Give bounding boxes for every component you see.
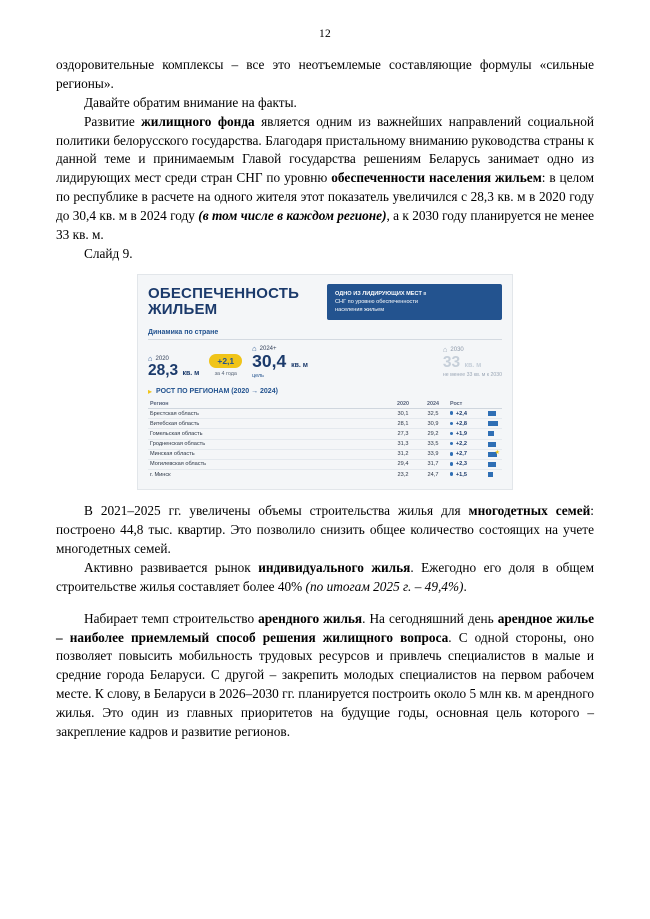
- paragraph-6-seg-e: .: [463, 578, 467, 594]
- slide-header: [148, 284, 502, 320]
- status-dot-icon: [450, 432, 453, 435]
- paragraph-2-text: Давайте обратим внимание на факты.: [84, 94, 297, 110]
- cell-2020: 30,1: [388, 408, 418, 418]
- cell-region: Гомельская область: [148, 429, 388, 439]
- table-row: [148, 449, 502, 459]
- cell-2020: 31,3: [388, 439, 418, 449]
- dynamics-row: [148, 345, 502, 379]
- metric-2030-note: не менее 33 кв. м к 2030: [442, 372, 502, 379]
- status-dot-icon: [450, 442, 453, 445]
- cell-bar: [486, 419, 502, 429]
- paragraph-7-seg-e: . С одной стороны, оно позволяет повысить мобильность трудовых ресурсов и привлечь специалистов в малые и средние города Беларуси. С другой – закрепить молодых специалистов на первом рабочем месте. К слову, в Беларуси в 2026–2030 гг. планируется построить около 5 млн кв. м арендного жилья. Это один из главных приоритетов на будущие годы, основная цель которого – закрепление кадров и развитие регионов.: [56, 629, 594, 739]
- metric-2020: [148, 355, 199, 379]
- cell-growth-value: +2,8: [455, 420, 467, 427]
- cell-growth: [448, 408, 486, 418]
- cell-growth: [448, 429, 486, 439]
- paragraph-6: [56, 559, 594, 597]
- table-header-row: [148, 400, 502, 409]
- cell-bar: [486, 449, 502, 459]
- chevron-right-icon: ▸: [148, 386, 153, 396]
- paragraph-6-italic-note: (по итогам 2025 г. – 49,4%): [305, 578, 464, 594]
- table-row: [148, 419, 502, 429]
- cell-2024: 31,7: [418, 459, 448, 469]
- paragraph-6-seg-a: Активно развивается рынок: [84, 559, 259, 575]
- cell-growth: [448, 439, 486, 449]
- cell-growth-value: +2,3: [455, 461, 467, 468]
- paragraph-7-bold-rental-housing: арендного жилья: [258, 610, 363, 626]
- cell-2020: 23,2: [397, 471, 409, 478]
- cell-growth: [448, 419, 486, 429]
- cell-bar: [486, 470, 502, 480]
- regions-table: [148, 400, 502, 479]
- paragraph-7-bold-statement: арендное жилье – наиболее приемлемый способ решения жилищного вопроса: [56, 610, 594, 645]
- paragraph-6-bold-individual-housing: индивидуального жилья: [258, 559, 411, 575]
- page-number: 12: [319, 28, 331, 40]
- cell-2024: 30,9: [418, 419, 448, 429]
- cell-2024: 33,5: [418, 439, 448, 449]
- metric-2020-year: [148, 355, 199, 363]
- cell-2024: 29,2: [418, 429, 448, 439]
- cell-bar: [486, 459, 502, 469]
- regions-section-title: РОСТ ПО РЕГИОНАМ (2020 → 2024): [156, 388, 278, 396]
- slide-caption-text: Слайд 9.: [84, 245, 133, 261]
- cell-2020: 27,3: [388, 429, 418, 439]
- cell-growth: [448, 449, 486, 459]
- status-dot-icon: [450, 422, 453, 425]
- cell-region: Брестская область: [148, 408, 388, 418]
- badge-seg-c: СНГ по уровню обеспеченности: [335, 298, 419, 305]
- bar-fill: [488, 462, 496, 467]
- metric-2024-goal-label: цель: [252, 372, 264, 379]
- metric-2024-number: 30,4: [252, 351, 287, 372]
- metric-2030-value: [443, 355, 502, 371]
- paragraph-3-italic-note: (в том числе в каждом регионе): [198, 208, 387, 223]
- column-header-bar: [486, 400, 502, 409]
- column-header-2024: 2024: [418, 400, 448, 409]
- delta-badge: +2,1: [209, 354, 242, 368]
- status-dot-icon: [450, 472, 453, 475]
- cell-region: Минская область: [148, 449, 388, 459]
- cell-growth-value: +2,4: [455, 410, 467, 417]
- cell-region: г. Минск: [150, 471, 171, 478]
- metric-2030-year-label: 2030: [450, 347, 464, 354]
- table-row: [148, 439, 502, 449]
- slide-9-housing-provision: [137, 274, 513, 491]
- bar-fill: [488, 472, 493, 477]
- dynamics-section-label: Динамика по стране: [148, 328, 219, 336]
- bar-fill: [488, 421, 498, 426]
- table-row: [148, 408, 502, 418]
- bar-fill: [488, 452, 497, 457]
- cell-region: Могилевская область: [148, 459, 388, 469]
- metric-2020-unit: кв. м: [182, 370, 200, 378]
- metric-2024-unit: кв. м: [291, 362, 308, 370]
- cell-bar: [486, 408, 502, 418]
- paragraph-1: [56, 56, 594, 94]
- metric-2030: [443, 346, 502, 379]
- regions-section-header: [148, 388, 502, 396]
- cell-growth-value: +1,5: [455, 471, 467, 478]
- paragraph-5: [56, 502, 594, 559]
- cell-growth-value: +2,2: [455, 441, 467, 448]
- cell-2024: 32,5: [418, 408, 448, 418]
- paragraph-3-bold-housing-fund: жилищного фонда: [141, 113, 255, 129]
- paragraph-3-bold-provision: обеспеченности населения жильем: [331, 170, 542, 186]
- metric-delta: [205, 351, 246, 379]
- cell-2020: 28,1: [388, 419, 418, 429]
- metric-2024-year-label: 2024+: [259, 345, 277, 352]
- metric-2024: [252, 345, 308, 379]
- table-row: [148, 429, 502, 439]
- delta-note: за 4 года: [214, 370, 237, 377]
- cell-growth-value: +1,9: [455, 430, 467, 437]
- cell-2020: 31,2: [388, 449, 418, 459]
- paragraph-3: [56, 113, 594, 245]
- metric-2020-number: 28,3: [148, 362, 179, 380]
- paragraph-6-seg-c: . Ежегодно его доля в общем строительстве жилья составляет более 40%: [56, 559, 594, 594]
- table-row: [148, 459, 502, 469]
- paragraph-3-seg-e: : в целом по республике в расчете на одного жителя этот показатель увеличился с 28,3 кв. м в 2020 году до 30,4 кв. м в 2024 году: [56, 170, 595, 223]
- metric-2030-year: [443, 346, 502, 354]
- paragraph-3-seg-g: , а к 2030 году планируется не менее 33 кв. м.: [56, 208, 594, 242]
- cell-growth: [448, 470, 486, 480]
- bar-fill: [488, 431, 494, 436]
- slide-title-line-1: ОБЕСПЕЧЕННОСТЬ: [148, 284, 300, 302]
- paragraph-5-bold-large-families: многодетных семей: [468, 503, 591, 519]
- status-dot-icon: [450, 462, 453, 465]
- cell-bar: [486, 439, 502, 449]
- badge-seg-d: населения жильем: [335, 306, 385, 313]
- paragraph-3-seg-c: является одним из важнейших направлений социальной политики белорусского государства. Благодаря пристальному вниманию руководства страны к данной теме и принимаемым Главой государства решениям Беларусь занимает одно из лидирующих мест среди стран СНГ по уровню: [56, 113, 594, 186]
- metric-2030-number: 33: [442, 353, 461, 371]
- column-header-2020: 2020: [388, 400, 418, 409]
- cell-2020: 29,4: [388, 459, 418, 469]
- body-after-figure: [56, 502, 594, 742]
- paragraph-5-seg-c: : построено 44,8 тыс. квартир. Это позволило снизить общее количество состоящих на учете многодетных семей.: [56, 503, 594, 557]
- cell-region: Гродненская область: [148, 439, 388, 449]
- cell-growth-value: +2,7: [455, 451, 467, 458]
- cell-growth: [448, 459, 486, 469]
- paragraph-3-seg-a: Развитие: [84, 113, 142, 129]
- badge-highlight: ОДНО ИЗ ЛИДИРУЮЩИХ МЕСТ: [335, 290, 422, 297]
- metric-2024-value: [252, 353, 308, 371]
- slide-badge-cis-leader: [327, 284, 502, 320]
- slide-title: [148, 284, 299, 318]
- cell-2024: 24,7: [427, 471, 439, 478]
- cell-bar: [486, 429, 502, 439]
- divider: [148, 339, 502, 340]
- paragraph-1-text: оздоровительные комплексы – все это неотъемлемые составляющие формулы «сильные регионы».: [56, 57, 594, 91]
- table-row: [148, 470, 502, 480]
- paragraph-7-seg-c: . На сегодняшний день: [362, 610, 498, 626]
- metric-2020-year-label: 2020: [155, 355, 169, 362]
- status-dot-icon: [450, 452, 453, 455]
- cell-2024: 33,9: [418, 449, 448, 459]
- paragraph-5-seg-a: В 2021–2025 гг. увеличены объемы строительства жилья для: [84, 503, 469, 519]
- house-icon: ⌂: [148, 353, 153, 363]
- metric-2020-value: [148, 363, 199, 379]
- badge-seg-b: в: [421, 290, 427, 297]
- paragraph-gap: [56, 597, 594, 610]
- bar-fill: [488, 411, 496, 416]
- bar-fill: [488, 442, 496, 447]
- cell-region: Витебская область: [148, 419, 388, 429]
- paragraph-7-seg-a: Набирает темп строительство: [84, 610, 259, 626]
- house-icon: ⌂: [442, 345, 448, 355]
- paragraph-slide-caption: [56, 245, 594, 264]
- house-icon: ⌂: [252, 343, 257, 353]
- metric-2030-unit: кв. м: [464, 361, 482, 369]
- paragraph-2: [56, 94, 594, 113]
- slide-figure: [137, 274, 513, 491]
- column-header-region: Регион: [148, 400, 388, 409]
- paragraph-7: [56, 610, 594, 742]
- column-header-growth: Рост: [448, 400, 486, 409]
- status-dot-icon: [450, 411, 453, 414]
- slide-title-line-2: ЖИЛЬЕМ: [148, 300, 218, 318]
